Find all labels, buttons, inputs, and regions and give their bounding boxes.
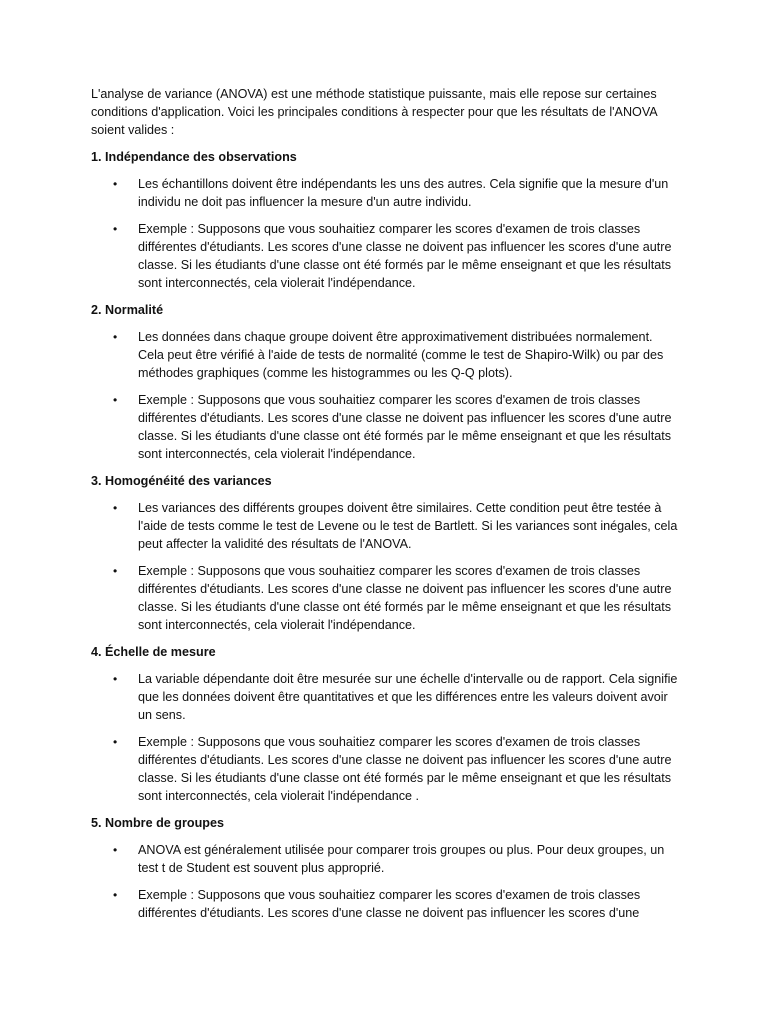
bullet-item [91, 841, 678, 877]
section-homogeneite [91, 472, 681, 634]
bullet-glyph: • [113, 330, 118, 344]
bullet-text: Exemple : Supposons que vous souhaitiez comparer les scores d'examen de trois classes différentes d'étudiants. Les scores d'une classe ne doivent pas influencer les scores d'une autre classe. Si les étudiants d'une classe ont été formés par le même enseignant et que les résultats sont interconnectés, cela violerait l'indépendance. [138, 222, 672, 290]
bullet-text: Les échantillons doivent être indépendants les uns des autres. Cela signifie que la mesure d'un individu ne doit pas influencer la mesure d'un autre individu. [138, 177, 669, 209]
bullet-item [91, 175, 678, 211]
bullet-list [91, 328, 681, 463]
bullet-item [91, 733, 678, 805]
section-heading: 2. Normalité [91, 303, 164, 317]
intro-paragraph: L'analyse de variance (ANOVA) est une méthode statistique puissante, mais elle repose sur certaines conditions d'application. Voici les principales conditions à respecter pour que les résultats de l'ANOVA soient valides : [91, 87, 658, 137]
bullet-glyph: • [113, 672, 118, 686]
section-echelle [91, 643, 681, 805]
bullet-item [91, 220, 678, 292]
section-heading: 3. Homogénéité des variances [91, 474, 272, 488]
bullet-glyph: • [113, 501, 118, 515]
bullet-item [91, 499, 678, 553]
bullet-text: Exemple : Supposons que vous souhaitiez comparer les scores d'examen de trois classes différentes d'étudiants. Les scores d'une classe ne doivent pas influencer les scores d'une autre classe. Si les étudiants d'une classe ont été formés par le même enseignant et que les résultats sont interconnectés, cela violerait l'indépendance . [138, 735, 672, 803]
bullet-text: Exemple : Supposons que vous souhaitiez comparer les scores d'examen de trois classes différentes d'étudiants. Les scores d'une classe ne doivent pas influencer les scores d'une [138, 888, 641, 920]
section-heading: 1. Indépendance des observations [91, 150, 297, 164]
section-independance [91, 148, 681, 292]
bullet-item [91, 328, 678, 382]
bullet-glyph: • [113, 177, 118, 191]
bullet-text: Les variances des différents groupes doivent être similaires. Cette condition peut être testée à l'aide de tests comme le test de Levene ou le test de Bartlett. Si les variances sont inégales, cela peut affecter la validité des résultats de l'ANOVA. [138, 501, 678, 551]
bullet-glyph: • [113, 393, 118, 407]
bullet-text: ANOVA est généralement utilisée pour comparer trois groupes ou plus. Pour deux groupes, un test t de Student est souvent plus approprié. [138, 843, 665, 875]
section-heading: 5. Nombre de groupes [91, 816, 224, 830]
bullet-text: Exemple : Supposons que vous souhaitiez comparer les scores d'examen de trois classes différentes d'étudiants. Les scores d'une classe ne doivent pas influencer les scores d'une autre classe. Si les étudiants d'une classe ont été formés par le même enseignant et que les résultats sont interconnectés, cela violerait l'indépendance. [138, 564, 672, 632]
section-nombre-groupes [91, 814, 681, 922]
bullet-list [91, 841, 681, 922]
bullet-list [91, 175, 681, 292]
bullet-item [91, 670, 678, 724]
bullet-text: Les données dans chaque groupe doivent être approximativement distribuées normalement. Cela peut être vérifié à l'aide de tests de normalité (comme le test de Shapiro-Wilk) ou par des méthodes graphiques (comme les histogrammes ou les Q-Q plots). [138, 330, 664, 380]
bullet-text: Exemple : Supposons que vous souhaitiez comparer les scores d'examen de trois classes différentes d'étudiants. Les scores d'une classe ne doivent pas influencer les scores d'une autre classe. Si les étudiants d'une classe ont été formés par le même enseignant et que les résultats sont interconnectés, cela violerait l'indépendance. [138, 393, 672, 461]
bullet-item [91, 562, 678, 634]
document-body [91, 85, 681, 931]
bullet-list [91, 670, 681, 805]
bullet-glyph: • [113, 843, 118, 857]
bullet-text: La variable dépendante doit être mesurée sur une échelle d'intervalle ou de rapport. Cela signifie que les données doivent être quantitatives et que les différences entre les valeurs doivent avoir un sens. [138, 672, 678, 722]
bullet-glyph: • [113, 735, 118, 749]
bullet-list [91, 499, 681, 634]
bullet-glyph: • [113, 222, 118, 236]
bullet-item [91, 886, 678, 922]
section-heading: 4. Échelle de mesure [91, 645, 216, 659]
section-normalite [91, 301, 681, 463]
bullet-item [91, 391, 678, 463]
bullet-glyph: • [113, 564, 118, 578]
bullet-glyph: • [113, 888, 118, 902]
